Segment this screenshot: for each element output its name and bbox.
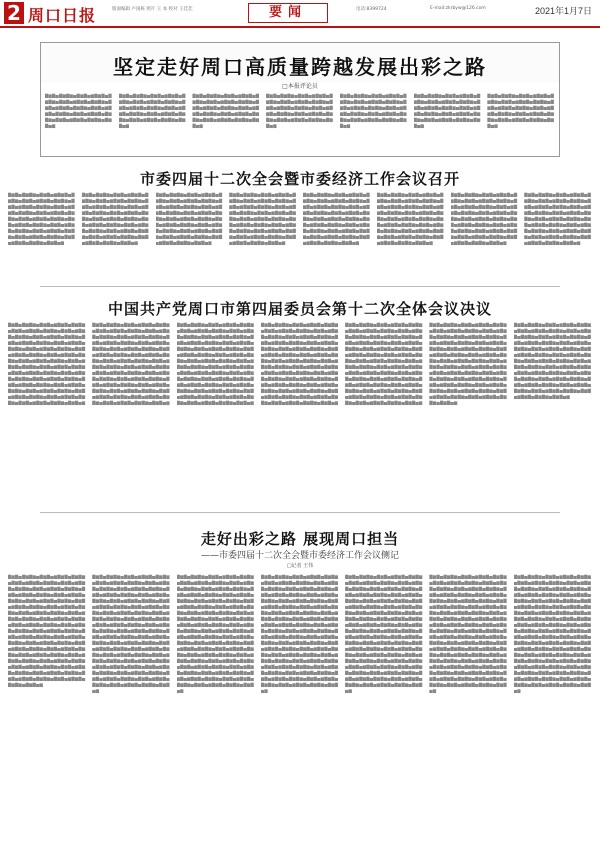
text-column: ▇▆▇▅▇▆▇▆▅▇▆▇▅▆▇▆▇▅▇▆▇▆▅▇▆▇▅▆▇▆▇▅▇▆▇▆▅▇▆▇▅▆▇▆▇▅▇▆▇▆▅▇▆▇▅▆▇▆▇▅▇▆▇▆▅▇▆▇▅▆▇▆▇▅▇▆▇▆▅▇▆▇▅▆▇▆▇▅▇▆▇▆▅▇▆▇▅▆ [413,93,481,128]
text-column: ▇▆▇▅▇▆▇▆▅▇▆▇▅▆▇▆▇▅▇▆▇▆▅▇▆▇▅▆▇▆▇▅▇▆▇▆▅▇▆▇▅▆▇▆▇▅▇▆▇▆▅▇▆▇▅▆▇▆▇▅▇▆▇▆▅▇▆▇▅▆▇▆▇▅▇▆▇▆▅▇▆▇▅▆▇▆▇▅▇▆▇▆▅▇▆▇▅▆▇▆▇▅▇▆▇▆▅▇▆▇▅▆▇▆▇▅▇▆▇▆▅▇▆▇▅▆▇▆▇▅▇▆▇▆▅▇▆▇▅▆▇▆▇▅▇▆▇▆▅▇▆▇▅▆▇▆▇▅▇▆▇▆▅▇▆▇▅▆ [376,192,444,245]
article2-title: 中国共产党周口市第四届委员会第十二次全体会议决议 [107,300,492,318]
text-column: ▇▆▇▅▇▆▇▆▅▇▆▇▅▆▇▆▇▅▇▆▇▆▅▇▆▇▅▆▇▆▇▅▇▆▇▆▅▇▆▇▅▆▇▆▇▅▇▆▇▆▅▇▆▇▅▆▇▆▇▅▇▆▇▆▅▇▆▇▅▆▇▆▇▅▇▆▇▆▅▇▆▇▅▆▇▆▇▅▇▆▇▆▅▇▆▇▅▆▇▆▇▅▇▆▇▆▅▇▆▇▅▆▇▆▇▅▇▆▇▆▅▇▆▇▅▆▇▆▇▅▇▆▇▆▅▇▆▇▅▆▇▆▇▅▇▆▇▆▅▇▆▇▅▆▇▆▇▅▇▆▇▆▅▇▆▇▅▆▇▆▇▅▇▆▇▆▅▇▆▇▅▆▇▆▇▅▇▆▇▆▅▇▆▇▅▆▇▆▇▅▇▆▇▆▅▇▆▇▅▆▇▆▇▅▇▆▇▆▅▇▆▇▅▆▇▆▇▅▇▆▇▆▅▇▆▇▅▆▇▆▇▅▇▆▇▆▅▇▆▇▅▆▇▆▇▅▇▆▇▆▅▇▆▇▅▆▇▆▇▅▇▆▇▆▅▇▆▇▅▆▇▆▇▅▇▆▇▆▅▇▆▇▅▆▇▆▇▅▇▆▇▆▅▇▆▇▅▆▇▆▇▅▇▆▇▆▅▇▆▇▅▆▇▆▇▅▇▆▇▆▅▇▆▇▅▆▇▆▇▅▇▆▇▆▅▇▆▇▅▆▇▆▇▅▇▆▇▆▅▇▆▇▅▆▇▆▇▅▇▆▇▆▅▇▆▇▅▆▇▆▇▅▇▆▇▆▅▇▆▇▅▆▇▆▇▅▇▆▇▆▅▇▆▇▅▆▇▆▇▅▇▆▇▆▅▇▆▇▅▆ [513,574,592,693]
divider [40,512,560,513]
text-column: ▇▆▇▅▇▆▇▆▅▇▆▇▅▆▇▆▇▅▇▆▇▆▅▇▆▇▅▆▇▆▇▅▇▆▇▆▅▇▆▇▅▆▇▆▇▅▇▆▇▆▅▇▆▇▅▆▇▆▇▅▇▆▇▆▅▇▆▇▅▆▇▆▇▅▇▆▇▆▅▇▆▇▅▆▇▆▇▅▇▆▇▆▅▇▆▇▅▆▇▆▇▅▇▆▇▆▅▇▆▇▅▆▇▆▇▅▇▆▇▆▅▇▆▇▅▆▇▆▇▅▇▆▇▆▅▇▆▇▅▆▇▆▇▅▇▆▇▆▅▇▆▇▅▆▇▆▇▅▇▆▇▆▅▇▆▇▅▆▇▆▇▅▇▆▇▆▅▇▆▇▅▆▇▆▇▅▇▆▇▆▅▇▆▇▅▆▇▆▇▅▇▆▇▆▅▇▆▇▅▆▇▆▇▅▇▆▇▆▅▇▆▇▅▆▇▆▇▅▇▆▇▆▅▇▆▇▅▆▇▆▇▅▇▆▇▆▅▇▆▇▅▆▇▆▇▅▇▆▇▆▅▇▆▇▅▆▇▆▇▅▇▆▇▆▅▇▆▇▅▆▇▆▇▅▇▆▇▆▅▇▆▇▅▆▇▆▇▅▇▆▇▆▅▇▆▇▅▆▇▆▇▅▇▆▇▆▅▇▆▇▅▆▇▆▇▅▇▆▇▆▅▇▆▇▅▆▇▆▇▅▇▆▇▆▅▇▆▇▅▆▇▆▇▅▇▆▇▆▅▇▆▇▅▆▇▆▇▅▇▆▇▆▅▇▆▇▅▆▇▆▇▅▇▆▇▆▅▇▆▇▅▆▇▆▇▅▇▆▇▆▅▇▆▇▅▆▇▆▇▅▇▆▇▆▅▇▆▇▅▆ [260,574,339,693]
email: E-mail:zkrbyw@126.com [430,6,486,11]
section-label: 要闻 [248,3,328,23]
text-column: ▇▆▇▅▇▆▇▆▅▇▆▇▅▆▇▆▇▅▇▆▇▆▅▇▆▇▅▆▇▆▇▅▇▆▇▆▅▇▆▇▅▆▇▆▇▅▇▆▇▆▅▇▆▇▅▆▇▆▇▅▇▆▇▆▅▇▆▇▅▆▇▆▇▅▇▆▇▆▅▇▆▇▅▆▇▆▇▅▇▆▇▆▅▇▆▇▅▆ [339,93,407,128]
text-column: ▇▆▇▅▇▆▇▆▅▇▆▇▅▆▇▆▇▅▇▆▇▆▅▇▆▇▅▆▇▆▇▅▇▆▇▆▅▇▆▇▅▆▇▆▇▅▇▆▇▆▅▇▆▇▅▆▇▆▇▅▇▆▇▆▅▇▆▇▅▆▇▆▇▅▇▆▇▆▅▇▆▇▅▆▇▆▇▅▇▆▇▆▅▇▆▇▅▆▇▆▇▅▇▆▇▆▅▇▆▇▅▆▇▆▇▅▇▆▇▆▅▇▆▇▅▆▇▆▇▅▇▆▇▆▅▇▆▇▅▆▇▆▇▅▇▆▇▆▅▇▆▇▅▆▇▆▇▅▇▆▇▆▅▇▆▇▅▆ [155,192,223,245]
editorial-body [45,93,555,155]
divider [40,286,560,287]
text-column: ▇▆▇▅▇▆▇▆▅▇▆▇▅▆▇▆▇▅▇▆▇▆▅▇▆▇▅▆▇▆▇▅▇▆▇▆▅▇▆▇▅▆▇▆▇▅▇▆▇▆▅▇▆▇▅▆▇▆▇▅▇▆▇▆▅▇▆▇▅▆▇▆▇▅▇▆▇▆▅▇▆▇▅▆▇▆▇▅▇▆▇▆▅▇▆▇▅▆▇▆▇▅▇▆▇▆▅▇▆▇▅▆▇▆▇▅▇▆▇▆▅▇▆▇▅▆▇▆▇▅▇▆▇▆▅▇▆▇▅▆▇▆▇▅▇▆▇▆▅▇▆▇▅▆▇▆▇▅▇▆▇▆▅▇▆▇▅▆ [524,192,592,245]
text-column: ▇▆▇▅▇▆▇▆▅▇▆▇▅▆▇▆▇▅▇▆▇▆▅▇▆▇▅▆▇▆▇▅▇▆▇▆▅▇▆▇▅▆▇▆▇▅▇▆▇▆▅▇▆▇▅▆▇▆▇▅▇▆▇▆▅▇▆▇▅▆▇▆▇▅▇▆▇▆▅▇▆▇▅▆▇▆▇▅▇▆▇▆▅▇▆▇▅▆▇▆▇▅▇▆▇▆▅▇▆▇▅▆▇▆▇▅▇▆▇▆▅▇▆▇▅▆▇▆▇▅▇▆▇▆▅▇▆▇▅▆▇▆▇▅▇▆▇▆▅▇▆▇▅▆▇▆▇▅▇▆▇▆▅▇▆▇▅▆▇▆▇▅▇▆▇▆▅▇▆▇▅▆▇▆▇▅▇▆▇▆▅▇▆▇▅▆▇▆▇▅▇▆▇▆▅▇▆▇▅▆▇▆▇▅▇▆▇▆▅▇▆▇▅▆▇▆▇▅▇▆▇▆▅▇▆▇▅▆▇▆▇▅▇▆▇▆▅▇▆▇▅▆▇▆▇▅▇▆▇▆▅▇▆▇▅▆▇▆▇▅▇▆▇▆▅▇▆▇▅▆▇▆▇▅▇▆▇▆▅▇▆▇▅▆▇▆▇▅▇▆▇▆▅▇▆▇▅▆▇▆▇▅▇▆▇▆▅▇▆▇▅▆▇▆▇▅▇▆▇▆▅▇▆▇▅▆▇▆▇▅▇▆▇▆▅▇▆▇▅▆▇▆▇▅▇▆▇▆▅▇▆▇▅▆▇▆▇▅▇▆▇▆▅▇▆▇▅▆▇▆▇▅▇▆▇▆▅▇▆▇▅▆▇▆▇▅▇▆▇▆▅▇▆▇▅▆▇▆▇▅▇▆▇▆▅▇▆▇▅▆ [429,574,507,693]
article1-title: 市委四届十二次全会暨市委经济工作会议召开 [139,170,460,188]
article3-body [8,574,592,840]
text-column: ▇▆▇▅▇▆▇▆▅▇▆▇▅▆▇▆▇▅▇▆▇▆▅▇▆▇▅▆▇▆▇▅▇▆▇▆▅▇▆▇▅▆▇▆▇▅▇▆▇▆▅▇▆▇▅▆▇▆▇▅▇▆▇▆▅▇▆▇▅▆▇▆▇▅▇▆▇▆▅▇▆▇▅▆▇▆▇▅▇▆▇▆▅▇▆▇▅▆▇▆▇▅▇▆▇▆▅▇▆▇▅▆▇▆▇▅▇▆▇▆▅▇▆▇▅▆▇▆▇▅▇▆▇▆▅▇▆▇▅▆▇▆▇▅▇▆▇▆▅▇▆▇▅▆▇▆▇▅▇▆▇▆▅▇▆▇▅▆▇▆▇▅▇▆▇▆▅▇▆▇▅▆▇▆▇▅▇▆▇▆▅▇▆▇▅▆▇▆▇▅▇▆▇▆▅▇▆▇▅▆▇▆▇▅▇▆▇▆▅▇▆▇▅▆▇▆▇▅▇▆▇▆▅▇▆▇▅▆▇▆▇▅▇▆▇▆▅▇▆▇▅▆▇▆▇▅▇▆▇▆▅▇▆▇▅▆▇▆▇▅▇▆▇▆▅▇▆▇▅▆▇▆▇▅▇▆▇▆▅▇▆▇▅▆▇▆▇▅▇▆▇▆▅▇▆▇▅▆ [345,322,423,405]
editorial-box [40,42,560,157]
article1-body [8,192,592,280]
text-column: ▇▆▇▅▇▆▇▆▅▇▆▇▅▆▇▆▇▅▇▆▇▆▅▇▆▇▅▆▇▆▇▅▇▆▇▆▅▇▆▇▅▆▇▆▇▅▇▆▇▆▅▇▆▇▅▆▇▆▇▅▇▆▇▆▅▇▆▇▅▆▇▆▇▅▇▆▇▆▅▇▆▇▅▆▇▆▇▅▇▆▇▆▅▇▆▇▅▆▇▆▇▅▇▆▇▆▅▇▆▇▅▆▇▆▇▅▇▆▇▆▅▇▆▇▅▆▇▆▇▅▇▆▇▆▅▇▆▇▅▆▇▆▇▅▇▆▇▆▅▇▆▇▅▆▇▆▇▅▇▆▇▆▅▇▆▇▅▆ [229,192,297,245]
text-column: ▇▆▇▅▇▆▇▆▅▇▆▇▅▆▇▆▇▅▇▆▇▆▅▇▆▇▅▆▇▆▇▅▇▆▇▆▅▇▆▇▅▆▇▆▇▅▇▆▇▆▅▇▆▇▅▆▇▆▇▅▇▆▇▆▅▇▆▇▅▆▇▆▇▅▇▆▇▆▅▇▆▇▅▆▇▆▇▅▇▆▇▆▅▇▆▇▅▆▇▆▇▅▇▆▇▆▅▇▆▇▅▆▇▆▇▅▇▆▇▆▅▇▆▇▅▆▇▆▇▅▇▆▇▆▅▇▆▇▅▆▇▆▇▅▇▆▇▆▅▇▆▇▅▆▇▆▇▅▇▆▇▆▅▇▆▇▅▆▇▆▇▅▇▆▇▆▅▇▆▇▅▆▇▆▇▅▇▆▇▆▅▇▆▇▅▆▇▆▇▅▇▆▇▆▅▇▆▇▅▆▇▆▇▅▇▆▇▆▅▇▆▇▅▆▇▆▇▅▇▆▇▆▅▇▆▇▅▆▇▆▇▅▇▆▇▆▅▇▆▇▅▆▇▆▇▅▇▆▇▆▅▇▆▇▅▆▇▆▇▅▇▆▇▆▅▇▆▇▅▆▇▆▇▅▇▆▇▆▅▇▆▇▅▆▇▆▇▅▇▆▇▆▅▇▆▇▅▆▇▆▇▅▇▆▇▆▅▇▆▇▅▆▇▆▇▅▇▆▇▆▅▇▆▇▅▆▇▆▇▅▇▆▇▆▅▇▆▇▅▆▇▆▇▅▇▆▇▆▅▇▆▇▅▆▇▆▇▅▇▆▇▆▅▇▆▇▅▆▇▆▇▅▇▆▇▆▅▇▆▇▅▆▇▆▇▅▇▆▇▆▅▇▆▇▅▆▇▆▇▅▇▆▇▆▅▇▆▇▅▆ [176,574,255,693]
text-column: ▇▆▇▅▇▆▇▆▅▇▆▇▅▆▇▆▇▅▇▆▇▆▅▇▆▇▅▆▇▆▇▅▇▆▇▆▅▇▆▇▅▆▇▆▇▅▇▆▇▆▅▇▆▇▅▆▇▆▇▅▇▆▇▆▅▇▆▇▅▆▇▆▇▅▇▆▇▆▅▇▆▇▅▆▇▆▇▅▇▆▇▆▅▇▆▇▅▆ [192,93,260,128]
article3-title: 走好出彩之路 展现周口担当 [200,530,400,548]
text-column: ▇▆▇▅▇▆▇▆▅▇▆▇▅▆▇▆▇▅▇▆▇▆▅▇▆▇▅▆▇▆▇▅▇▆▇▆▅▇▆▇▅▆▇▆▇▅▇▆▇▆▅▇▆▇▅▆▇▆▇▅▇▆▇▆▅▇▆▇▅▆▇▆▇▅▇▆▇▆▅▇▆▇▅▆▇▆▇▅▇▆▇▆▅▇▆▇▅▆▇▆▇▅▇▆▇▆▅▇▆▇▅▆▇▆▇▅▇▆▇▆▅▇▆▇▅▆▇▆▇▅▇▆▇▆▅▇▆▇▅▆▇▆▇▅▇▆▇▆▅▇▆▇▅▆▇▆▇▅▇▆▇▆▅▇▆▇▅▆ [81,192,149,245]
text-column: ▇▆▇▅▇▆▇▆▅▇▆▇▅▆▇▆▇▅▇▆▇▆▅▇▆▇▅▆▇▆▇▅▇▆▇▆▅▇▆▇▅▆▇▆▇▅▇▆▇▆▅▇▆▇▅▆▇▆▇▅▇▆▇▆▅▇▆▇▅▆▇▆▇▅▇▆▇▆▅▇▆▇▅▆▇▆▇▅▇▆▇▆▅▇▆▇▅▆▇▆▇▅▇▆▇▆▅▇▆▇▅▆▇▆▇▅▇▆▇▆▅▇▆▇▅▆▇▆▇▅▇▆▇▆▅▇▆▇▅▆▇▆▇▅▇▆▇▆▅▇▆▇▅▆▇▆▇▅▇▆▇▆▅▇▆▇▅▆▇▆▇▅▇▆▇▆▅▇▆▇▅▆▇▆▇▅▇▆▇▆▅▇▆▇▅▆▇▆▇▅▇▆▇▆▅▇▆▇▅▆▇▆▇▅▇▆▇▆▅▇▆▇▅▆▇▆▇▅▇▆▇▆▅▇▆▇▅▆▇▆▇▅▇▆▇▆▅▇▆▇▅▆▇▆▇▅▇▆▇▆▅▇▆▇▅▆▇▆▇▅▇▆▇▆▅▇▆▇▅▆ [513,322,592,399]
editorial-byline: □本报评论员 [282,83,318,90]
article2-body [8,322,592,504]
text-column: ▇▆▇▅▇▆▇▆▅▇▆▇▅▆▇▆▇▅▇▆▇▆▅▇▆▇▅▆▇▆▇▅▇▆▇▆▅▇▆▇▅▆▇▆▇▅▇▆▇▆▅▇▆▇▅▆▇▆▇▅▇▆▇▆▅▇▆▇▅▆▇▆▇▅▇▆▇▆▅▇▆▇▅▆▇▆▇▅▇▆▇▆▅▇▆▇▅▆ [487,93,555,128]
text-column: ▇▆▇▅▇▆▇▆▅▇▆▇▅▆▇▆▇▅▇▆▇▆▅▇▆▇▅▆▇▆▇▅▇▆▇▆▅▇▆▇▅▆▇▆▇▅▇▆▇▆▅▇▆▇▅▆▇▆▇▅▇▆▇▆▅▇▆▇▅▆▇▆▇▅▇▆▇▆▅▇▆▇▅▆▇▆▇▅▇▆▇▆▅▇▆▇▅▆▇▆▇▅▇▆▇▆▅▇▆▇▅▆▇▆▇▅▇▆▇▆▅▇▆▇▅▆▇▆▇▅▇▆▇▆▅▇▆▇▅▆▇▆▇▅▇▆▇▆▅▇▆▇▅▆▇▆▇▅▇▆▇▆▅▇▆▇▅▆ [450,192,518,245]
text-column: ▇▆▇▅▇▆▇▆▅▇▆▇▅▆▇▆▇▅▇▆▇▆▅▇▆▇▅▆▇▆▇▅▇▆▇▆▅▇▆▇▅▆▇▆▇▅▇▆▇▆▅▇▆▇▅▆▇▆▇▅▇▆▇▆▅▇▆▇▅▆▇▆▇▅▇▆▇▆▅▇▆▇▅▆▇▆▇▅▇▆▇▆▅▇▆▇▅▆ [118,93,186,128]
text-column: ▇▆▇▅▇▆▇▆▅▇▆▇▅▆▇▆▇▅▇▆▇▆▅▇▆▇▅▆▇▆▇▅▇▆▇▆▅▇▆▇▅▆▇▆▇▅▇▆▇▆▅▇▆▇▅▆▇▆▇▅▇▆▇▆▅▇▆▇▅▆▇▆▇▅▇▆▇▆▅▇▆▇▅▆▇▆▇▅▇▆▇▆▅▇▆▇▅▆ [266,93,334,128]
text-column: ▇▆▇▅▇▆▇▆▅▇▆▇▅▆▇▆▇▅▇▆▇▆▅▇▆▇▅▆▇▆▇▅▇▆▇▆▅▇▆▇▅▆▇▆▇▅▇▆▇▆▅▇▆▇▅▆▇▆▇▅▇▆▇▆▅▇▆▇▅▆▇▆▇▅▇▆▇▆▅▇▆▇▅▆▇▆▇▅▇▆▇▆▅▇▆▇▅▆▇▆▇▅▇▆▇▆▅▇▆▇▅▆▇▆▇▅▇▆▇▆▅▇▆▇▅▆▇▆▇▅▇▆▇▆▅▇▆▇▅▆▇▆▇▅▇▆▇▆▅▇▆▇▅▆▇▆▇▅▇▆▇▆▅▇▆▇▅▆▇▆▇▅▇▆▇▆▅▇▆▇▅▆▇▆▇▅▇▆▇▆▅▇▆▇▅▆▇▆▇▅▇▆▇▆▅▇▆▇▅▆▇▆▇▅▇▆▇▆▅▇▆▇▅▆▇▆▇▅▇▆▇▆▅▇▆▇▅▆▇▆▇▅▇▆▇▆▅▇▆▇▅▆▇▆▇▅▇▆▇▆▅▇▆▇▅▆▇▆▇▅▇▆▇▆▅▇▆▇▅▆▇▆▇▅▇▆▇▆▅▇▆▇▅▆▇▆▇▅▇▆▇▆▅▇▆▇▅▆ [260,322,339,405]
hotline: 电话:8399724 [356,7,387,12]
article3-byline: □记者 王伟 [286,563,314,569]
text-column: ▇▆▇▅▇▆▇▆▅▇▆▇▅▆▇▆▇▅▇▆▇▆▅▇▆▇▅▆▇▆▇▅▇▆▇▆▅▇▆▇▅▆▇▆▇▅▇▆▇▆▅▇▆▇▅▆▇▆▇▅▇▆▇▆▅▇▆▇▅▆▇▆▇▅▇▆▇▆▅▇▆▇▅▆▇▆▇▅▇▆▇▆▅▇▆▇▅▆▇▆▇▅▇▆▇▆▅▇▆▇▅▆▇▆▇▅▇▆▇▆▅▇▆▇▅▆▇▆▇▅▇▆▇▆▅▇▆▇▅▆▇▆▇▅▇▆▇▆▅▇▆▇▅▆▇▆▇▅▇▆▇▆▅▇▆▇▅▆ [303,192,370,245]
article3-subtitle: ——市委四届十二次全会暨市委经济工作会议侧记 [200,551,399,561]
paper-name: 周口日报 [28,6,97,25]
page-number: 2 [4,2,24,24]
edit-info: 版面编辑 卢国栋 照片 王 本 校对 王佳佳 [112,7,193,12]
editorial-header [41,43,559,90]
text-column: ▇▆▇▅▇▆▇▆▅▇▆▇▅▆▇▆▇▅▇▆▇▆▅▇▆▇▅▆▇▆▇▅▇▆▇▆▅▇▆▇▅▆▇▆▇▅▇▆▇▆▅▇▆▇▅▆▇▆▇▅▇▆▇▆▅▇▆▇▅▆▇▆▇▅▇▆▇▆▅▇▆▇▅▆▇▆▇▅▇▆▇▆▅▇▆▇▅▆▇▆▇▅▇▆▇▆▅▇▆▇▅▆▇▆▇▅▇▆▇▆▅▇▆▇▅▆▇▆▇▅▇▆▇▆▅▇▆▇▅▆▇▆▇▅▇▆▇▆▅▇▆▇▅▆▇▆▇▅▇▆▇▆▅▇▆▇▅▆▇▆▇▅▇▆▇▆▅▇▆▇▅▆▇▆▇▅▇▆▇▆▅▇▆▇▅▆▇▆▇▅▇▆▇▆▅▇▆▇▅▆▇▆▇▅▇▆▇▆▅▇▆▇▅▆▇▆▇▅▇▆▇▆▅▇▆▇▅▆▇▆▇▅▇▆▇▆▅▇▆▇▅▆▇▆▇▅▇▆▇▆▅▇▆▇▅▆▇▆▇▅▇▆▇▆▅▇▆▇▅▆▇▆▇▅▇▆▇▆▅▇▆▇▅▆▇▆▇▅▇▆▇▆▅▇▆▇▅▆▇▆▇▅▇▆▇▆▅▇▆▇▅▆▇▆▇▅▇▆▇▆▅▇▆▇▅▆▇▆▇▅▇▆▇▆▅▇▆▇▅▆▇▆▇▅▇▆▇▆▅▇▆▇▅▆▇▆▇▅▇▆▇▆▅▇▆▇▅▆▇▆▇▅▇▆▇▆▅▇▆▇▅▆▇▆▇▅▇▆▇▆▅▇▆▇▅▆▇▆▇▅▇▆▇▆▅▇▆▇▅▆ [92,574,170,693]
masthead-rule [0,26,600,28]
text-column: ▇▆▇▅▇▆▇▆▅▇▆▇▅▆▇▆▇▅▇▆▇▆▅▇▆▇▅▆▇▆▇▅▇▆▇▆▅▇▆▇▅▆▇▆▇▅▇▆▇▆▅▇▆▇▅▆▇▆▇▅▇▆▇▆▅▇▆▇▅▆▇▆▇▅▇▆▇▆▅▇▆▇▅▆▇▆▇▅▇▆▇▆▅▇▆▇▅▆▇▆▇▅▇▆▇▆▅▇▆▇▅▆▇▆▇▅▇▆▇▆▅▇▆▇▅▆▇▆▇▅▇▆▇▆▅▇▆▇▅▆▇▆▇▅▇▆▇▆▅▇▆▇▅▆▇▆▇▅▇▆▇▆▅▇▆▇▅▆▇▆▇▅▇▆▇▆▅▇▆▇▅▆▇▆▇▅▇▆▇▆▅▇▆▇▅▆▇▆▇▅▇▆▇▆▅▇▆▇▅▆▇▆▇▅▇▆▇▆▅▇▆▇▅▆▇▆▇▅▇▆▇▆▅▇▆▇▅▆▇▆▇▅▇▆▇▆▅▇▆▇▅▆▇▆▇▅▇▆▇▆▅▇▆▇▅▆▇▆▇▅▇▆▇▆▅▇▆▇▅▆▇▆▇▅▇▆▇▆▅▇▆▇▅▆▇▆▇▅▇▆▇▆▅▇▆▇▅▆▇▆▇▅▇▆▇▆▅▇▆▇▅▆▇▆▇▅▇▆▇▆▅▇▆▇▅▆▇▆▇▅▇▆▇▆▅▇▆▇▅▆▇▆▇▅▇▆▇▆▅▇▆▇▅▆▇▆▇▅▇▆▇▆▅▇▆▇▅▆▇▆▇▅▇▆▇▆▅▇▆▇▅▆▇▆▇▅▇▆▇▆▅▇▆▇▅▆ [8,574,86,687]
text-column: ▇▆▇▅▇▆▇▆▅▇▆▇▅▆▇▆▇▅▇▆▇▆▅▇▆▇▅▆▇▆▇▅▇▆▇▆▅▇▆▇▅▆▇▆▇▅▇▆▇▆▅▇▆▇▅▆▇▆▇▅▇▆▇▆▅▇▆▇▅▆▇▆▇▅▇▆▇▆▅▇▆▇▅▆▇▆▇▅▇▆▇▆▅▇▆▇▅▆▇▆▇▅▇▆▇▆▅▇▆▇▅▆▇▆▇▅▇▆▇▆▅▇▆▇▅▆▇▆▇▅▇▆▇▆▅▇▆▇▅▆▇▆▇▅▇▆▇▆▅▇▆▇▅▆▇▆▇▅▇▆▇▆▅▇▆▇▅▆ [8,192,75,245]
text-column: ▇▆▇▅▇▆▇▆▅▇▆▇▅▆▇▆▇▅▇▆▇▆▅▇▆▇▅▆▇▆▇▅▇▆▇▆▅▇▆▇▅▆▇▆▇▅▇▆▇▆▅▇▆▇▅▆▇▆▇▅▇▆▇▆▅▇▆▇▅▆▇▆▇▅▇▆▇▆▅▇▆▇▅▆▇▆▇▅▇▆▇▆▅▇▆▇▅▆▇▆▇▅▇▆▇▆▅▇▆▇▅▆▇▆▇▅▇▆▇▆▅▇▆▇▅▆▇▆▇▅▇▆▇▆▅▇▆▇▅▆▇▆▇▅▇▆▇▆▅▇▆▇▅▆▇▆▇▅▇▆▇▆▅▇▆▇▅▆▇▆▇▅▇▆▇▆▅▇▆▇▅▆▇▆▇▅▇▆▇▆▅▇▆▇▅▆▇▆▇▅▇▆▇▆▅▇▆▇▅▆▇▆▇▅▇▆▇▆▅▇▆▇▅▆▇▆▇▅▇▆▇▆▅▇▆▇▅▆▇▆▇▅▇▆▇▆▅▇▆▇▅▆▇▆▇▅▇▆▇▆▅▇▆▇▅▆▇▆▇▅▇▆▇▆▅▇▆▇▅▆▇▆▇▅▇▆▇▆▅▇▆▇▅▆▇▆▇▅▇▆▇▆▅▇▆▇▅▆ [8,322,86,405]
editorial-headline: 坚定走好周口高质量跨越发展出彩之路 [113,55,487,79]
issue-date: 2021年1月7日 [534,6,592,16]
text-column: ▇▆▇▅▇▆▇▆▅▇▆▇▅▆▇▆▇▅▇▆▇▆▅▇▆▇▅▆▇▆▇▅▇▆▇▆▅▇▆▇▅▆▇▆▇▅▇▆▇▆▅▇▆▇▅▆▇▆▇▅▇▆▇▆▅▇▆▇▅▆▇▆▇▅▇▆▇▆▅▇▆▇▅▆▇▆▇▅▇▆▇▆▅▇▆▇▅▆▇▆▇▅▇▆▇▆▅▇▆▇▅▆▇▆▇▅▇▆▇▆▅▇▆▇▅▆▇▆▇▅▇▆▇▆▅▇▆▇▅▆▇▆▇▅▇▆▇▆▅▇▆▇▅▆▇▆▇▅▇▆▇▆▅▇▆▇▅▆▇▆▇▅▇▆▇▆▅▇▆▇▅▆▇▆▇▅▇▆▇▆▅▇▆▇▅▆▇▆▇▅▇▆▇▆▅▇▆▇▅▆▇▆▇▅▇▆▇▆▅▇▆▇▅▆▇▆▇▅▇▆▇▆▅▇▆▇▅▆▇▆▇▅▇▆▇▆▅▇▆▇▅▆▇▆▇▅▇▆▇▆▅▇▆▇▅▆▇▆▇▅▇▆▇▆▅▇▆▇▅▆▇▆▇▅▇▆▇▆▅▇▆▇▅▆ [429,322,507,405]
text-column: ▇▆▇▅▇▆▇▆▅▇▆▇▅▆▇▆▇▅▇▆▇▆▅▇▆▇▅▆▇▆▇▅▇▆▇▆▅▇▆▇▅▆▇▆▇▅▇▆▇▆▅▇▆▇▅▆▇▆▇▅▇▆▇▆▅▇▆▇▅▆▇▆▇▅▇▆▇▆▅▇▆▇▅▆▇▆▇▅▇▆▇▆▅▇▆▇▅▆ [45,93,112,128]
text-column: ▇▆▇▅▇▆▇▆▅▇▆▇▅▆▇▆▇▅▇▆▇▆▅▇▆▇▅▆▇▆▇▅▇▆▇▆▅▇▆▇▅▆▇▆▇▅▇▆▇▆▅▇▆▇▅▆▇▆▇▅▇▆▇▆▅▇▆▇▅▆▇▆▇▅▇▆▇▆▅▇▆▇▅▆▇▆▇▅▇▆▇▆▅▇▆▇▅▆▇▆▇▅▇▆▇▆▅▇▆▇▅▆▇▆▇▅▇▆▇▆▅▇▆▇▅▆▇▆▇▅▇▆▇▆▅▇▆▇▅▆▇▆▇▅▇▆▇▆▅▇▆▇▅▆▇▆▇▅▇▆▇▆▅▇▆▇▅▆▇▆▇▅▇▆▇▆▅▇▆▇▅▆▇▆▇▅▇▆▇▆▅▇▆▇▅▆▇▆▇▅▇▆▇▆▅▇▆▇▅▆▇▆▇▅▇▆▇▆▅▇▆▇▅▆▇▆▇▅▇▆▇▆▅▇▆▇▅▆▇▆▇▅▇▆▇▆▅▇▆▇▅▆▇▆▇▅▇▆▇▆▅▇▆▇▅▆▇▆▇▅▇▆▇▆▅▇▆▇▅▆▇▆▇▅▇▆▇▆▅▇▆▇▅▆▇▆▇▅▇▆▇▆▅▇▆▇▅▆ [92,322,170,405]
text-column: ▇▆▇▅▇▆▇▆▅▇▆▇▅▆▇▆▇▅▇▆▇▆▅▇▆▇▅▆▇▆▇▅▇▆▇▆▅▇▆▇▅▆▇▆▇▅▇▆▇▆▅▇▆▇▅▆▇▆▇▅▇▆▇▆▅▇▆▇▅▆▇▆▇▅▇▆▇▆▅▇▆▇▅▆▇▆▇▅▇▆▇▆▅▇▆▇▅▆▇▆▇▅▇▆▇▆▅▇▆▇▅▆▇▆▇▅▇▆▇▆▅▇▆▇▅▆▇▆▇▅▇▆▇▆▅▇▆▇▅▆▇▆▇▅▇▆▇▆▅▇▆▇▅▆▇▆▇▅▇▆▇▆▅▇▆▇▅▆▇▆▇▅▇▆▇▆▅▇▆▇▅▆▇▆▇▅▇▆▇▆▅▇▆▇▅▆▇▆▇▅▇▆▇▆▅▇▆▇▅▆▇▆▇▅▇▆▇▆▅▇▆▇▅▆▇▆▇▅▇▆▇▆▅▇▆▇▅▆▇▆▇▅▇▆▇▆▅▇▆▇▅▆▇▆▇▅▇▆▇▆▅▇▆▇▅▆▇▆▇▅▇▆▇▆▅▇▆▇▅▆▇▆▇▅▇▆▇▆▅▇▆▇▅▆▇▆▇▅▇▆▇▆▅▇▆▇▅▆ [176,322,255,405]
text-column: ▇▆▇▅▇▆▇▆▅▇▆▇▅▆▇▆▇▅▇▆▇▆▅▇▆▇▅▆▇▆▇▅▇▆▇▆▅▇▆▇▅▆▇▆▇▅▇▆▇▆▅▇▆▇▅▆▇▆▇▅▇▆▇▆▅▇▆▇▅▆▇▆▇▅▇▆▇▆▅▇▆▇▅▆▇▆▇▅▇▆▇▆▅▇▆▇▅▆▇▆▇▅▇▆▇▆▅▇▆▇▅▆▇▆▇▅▇▆▇▆▅▇▆▇▅▆▇▆▇▅▇▆▇▆▅▇▆▇▅▆▇▆▇▅▇▆▇▆▅▇▆▇▅▆▇▆▇▅▇▆▇▆▅▇▆▇▅▆▇▆▇▅▇▆▇▆▅▇▆▇▅▆▇▆▇▅▇▆▇▆▅▇▆▇▅▆▇▆▇▅▇▆▇▆▅▇▆▇▅▆▇▆▇▅▇▆▇▆▅▇▆▇▅▆▇▆▇▅▇▆▇▆▅▇▆▇▅▆▇▆▇▅▇▆▇▆▅▇▆▇▅▆▇▆▇▅▇▆▇▆▅▇▆▇▅▆▇▆▇▅▇▆▇▆▅▇▆▇▅▆▇▆▇▅▇▆▇▆▅▇▆▇▅▆▇▆▇▅▇▆▇▆▅▇▆▇▅▆▇▆▇▅▇▆▇▆▅▇▆▇▅▆▇▆▇▅▇▆▇▆▅▇▆▇▅▆▇▆▇▅▇▆▇▆▅▇▆▇▅▆▇▆▇▅▇▆▇▆▅▇▆▇▅▆▇▆▇▅▇▆▇▆▅▇▆▇▅▆▇▆▇▅▇▆▇▆▅▇▆▇▅▆▇▆▇▅▇▆▇▆▅▇▆▇▅▆▇▆▇▅▇▆▇▆▅▇▆▇▅▆ [345,574,423,693]
